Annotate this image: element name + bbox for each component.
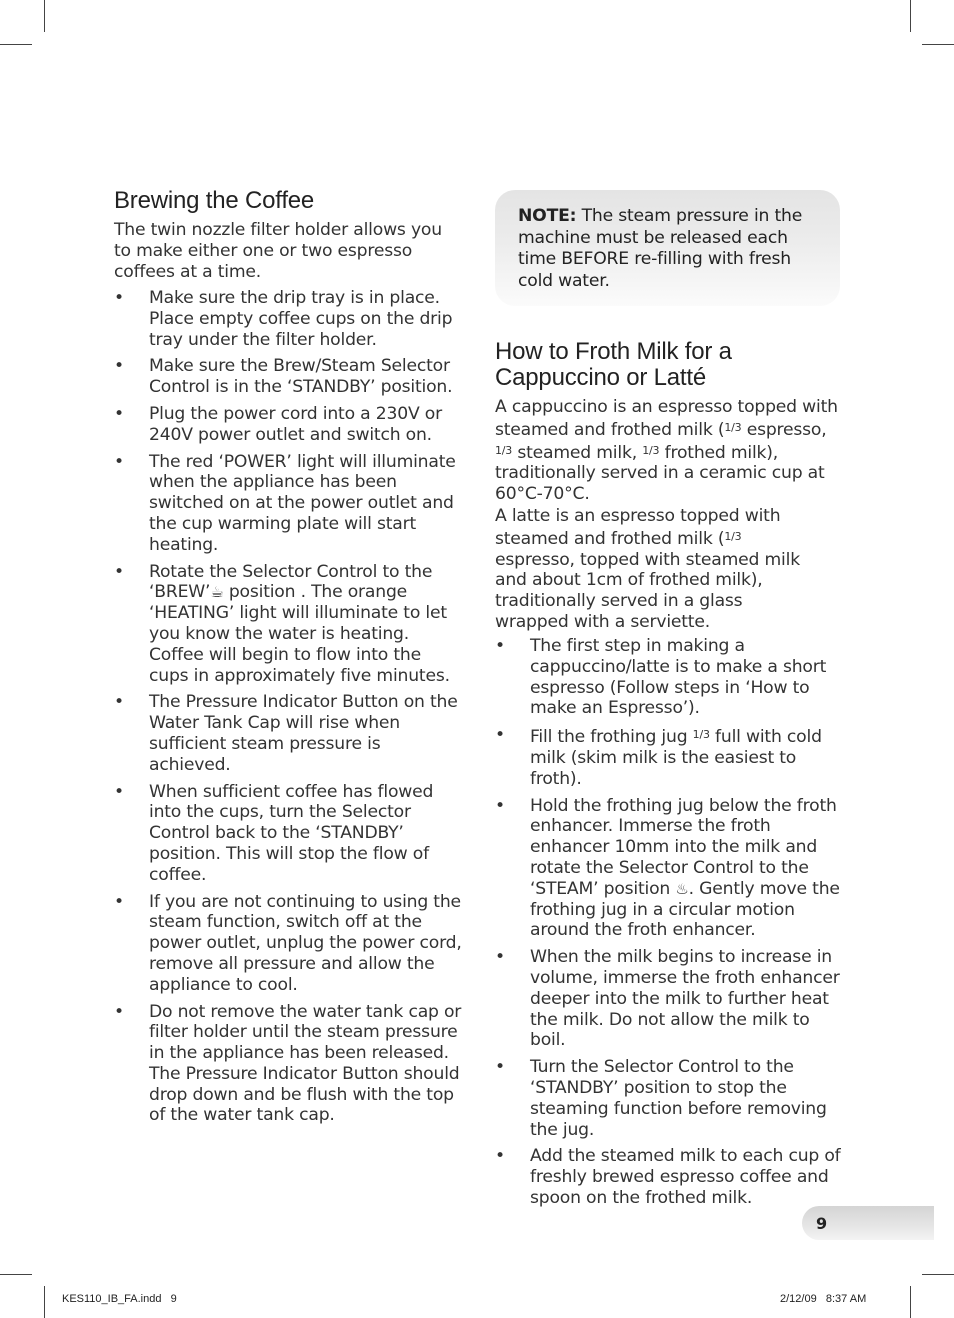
crop-mark <box>0 44 32 45</box>
list-item-text: Fill the frothing jug <box>530 727 693 748</box>
fraction: 1/3 <box>724 529 742 543</box>
list-item-text: When sufficient coffee has flowed into the cups, turn the Selector Control back to the ‘STANDBY’ position. This will stop the flow of coffee. <box>149 781 434 885</box>
list-item <box>495 725 845 789</box>
bullet: • <box>114 561 124 582</box>
list-item-text: Rotate the Selector Control to the ‘BREW’ <box>149 561 433 603</box>
list-item-text: Turn the Selector Control to the ‘STANDBY’ position to stop the steaming function before removing the jug. <box>530 1057 827 1140</box>
list-item-text: Plug the power cord into a 230V or 240V power outlet and switch on. <box>149 403 442 445</box>
crop-mark <box>44 0 45 32</box>
list-item <box>114 782 464 886</box>
list-item <box>495 796 845 942</box>
brewing-heading: Brewing the Coffee <box>114 187 315 214</box>
bullet: • <box>114 692 124 713</box>
list-item-text: If you are not continuing to using the steam function, switch off at the power outlet, unplug the power cord, remove all pressure and allow the appliance to cool. <box>149 891 462 995</box>
bullet: • <box>495 1057 505 1078</box>
list-item-text: Hold the frothing jug below the froth enhancer. Immerse the froth enhancer 10mm into the milk and rotate the Selector Control to the ‘STEAM’ position <box>530 795 837 899</box>
note-body: The steam pressure in the machine must be released each time BEFORE re-filling with fresh cold water. <box>518 206 803 291</box>
list-item <box>114 452 464 556</box>
latte-paragraph <box>495 506 820 633</box>
fraction: 1/3 <box>692 728 710 742</box>
list-item-text: The Pressure Indicator Button on the Water Tank Cap will rise when sufficient steam pressure is achieved. <box>149 692 458 775</box>
list-item-text: Do not remove the water tank cap or filter holder until the steam pressure in the appliance has been released. The Pressure Indicator Button should drop down and be flush with the top of the water tank cap. <box>149 1001 462 1126</box>
list-item-text: full with cold milk (skim milk is the easiest to froth). <box>530 727 822 789</box>
crop-mark <box>910 0 911 32</box>
list-item <box>114 288 464 350</box>
page-number: 9 <box>816 1214 828 1233</box>
crop-mark <box>44 1286 45 1318</box>
note-box <box>495 190 840 306</box>
bullet: • <box>114 451 124 472</box>
bullet: • <box>114 403 124 424</box>
brewing-intro: The twin nozzle filter holder allows you to make either one or two espresso coffees at a time. <box>114 220 442 282</box>
bullet: • <box>495 1146 505 1167</box>
list-item-text: Make sure the Brew/Steam Selector Control is in the ‘STANDBY’ position. <box>149 356 453 398</box>
bullet: • <box>495 725 505 746</box>
list-item-text: position . The orange ‘HEATING’ light will illuminate to let you know the water is heating. Coffee will begin to flow into the cups in approximately five minutes. <box>149 582 450 686</box>
paragraph-text: frothed milk), traditionally served in a ceramic cup at 60°C-70°C. <box>495 442 825 505</box>
bullet: • <box>114 891 124 912</box>
brewing-steps-list <box>114 288 464 1126</box>
fraction: 1/3 <box>724 420 742 434</box>
paragraph-text: A latte is an espresso topped with steamed and frothed milk ( <box>495 506 781 549</box>
list-item <box>114 356 464 398</box>
list-item-text: . Gently move the frothing jug in a circular motion around the froth enhancer. <box>530 878 840 941</box>
list-item <box>114 892 464 996</box>
bullet: • <box>114 356 124 377</box>
list-item <box>495 1146 845 1208</box>
bullet: • <box>495 795 505 816</box>
coffee-cup-icon: ☕ <box>210 583 224 602</box>
list-item <box>114 404 464 446</box>
froth-milk-heading: How to Froth Milk for a Cappuccino or Latté <box>495 338 732 391</box>
steam-wand-icon: ♨ <box>675 879 689 898</box>
paragraph-text: espresso, <box>741 419 827 440</box>
list-item <box>114 692 464 775</box>
list-item-text: When the milk begins to increase in volume, immerse the froth enhancer deeper into the milk to further heat the milk. Do not allow the milk to boil. <box>530 947 840 1051</box>
crop-mark <box>910 1286 911 1318</box>
list-item-text: The red ‘POWER’ light will illuminate when the appliance has been switched on at the power outlet and the cup warming plate will start heating. <box>149 451 456 555</box>
list-item <box>495 1057 845 1140</box>
list-item-text: Make sure the drip tray is in place. Place empty coffee cups on the drip tray under the filter holder. <box>149 288 453 350</box>
froth-steps-list <box>495 636 845 1209</box>
cappuccino-paragraph <box>495 397 840 505</box>
fraction: 1/3 <box>642 443 660 457</box>
bullet: • <box>495 947 505 968</box>
page-number-tab <box>802 1206 934 1240</box>
bullet: • <box>114 1001 124 1022</box>
list-item <box>495 947 845 1051</box>
list-item <box>114 1002 464 1127</box>
paragraph-text: steamed milk, <box>512 442 643 463</box>
fraction: 1/3 <box>495 443 513 457</box>
bullet: • <box>495 636 505 656</box>
footer-file-name: KES110_IB_FA.indd 9 <box>62 1293 177 1305</box>
crop-mark <box>922 44 954 45</box>
note-label: NOTE: <box>518 206 577 226</box>
list-item-text: Add the steamed milk to each cup of freshly brewed espresso coffee and spoon on the frothed milk. <box>530 1146 841 1208</box>
paragraph-text: A cappuccino is an espresso topped with steamed and frothed milk ( <box>495 397 838 440</box>
note-text <box>518 206 818 292</box>
crop-mark <box>0 1274 32 1275</box>
bullet: • <box>114 288 124 308</box>
bullet: • <box>114 781 124 802</box>
paragraph-text: espresso, topped with steamed milk and about 1cm of frothed milk), traditionally served in a glass wrapped with a serviette. <box>495 549 800 632</box>
list-item-text: The first step in making a cappuccino/latte is to make a short espresso (Follow steps in ‘How to make an Espresso’). <box>530 636 827 719</box>
list-item <box>114 562 464 687</box>
list-item <box>495 636 845 719</box>
crop-mark <box>922 1274 954 1275</box>
footer-datetime: 2/12/09 8:37 AM <box>780 1293 867 1305</box>
